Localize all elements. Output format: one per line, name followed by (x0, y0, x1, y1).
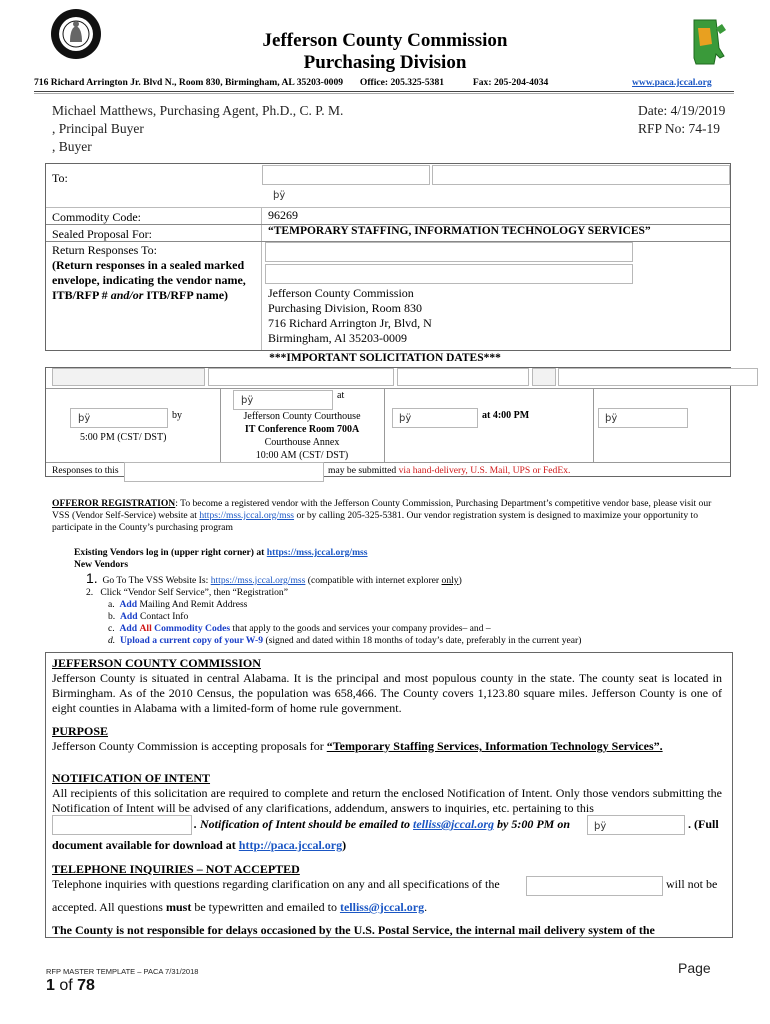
telephone-section: TELEPHONE INQUIRIES – NOT ACCEPTED Telephone inquiries with questions regarding clarification on any and all specifications of the (52, 862, 500, 891)
to-field-right[interactable] (432, 165, 730, 185)
header-address: 716 Richard Arrington Jr. Blvd N., Room 830, Birmingham, AL 35203-0009 (34, 77, 344, 88)
header-fax: Fax: 205-204-4034 (472, 77, 549, 88)
responses-type-field[interactable] (124, 462, 324, 482)
existing-vendors: Existing Vendors log in (upper right corner) at https://mss.jccal.org/mss (74, 547, 368, 558)
header-contact-line (34, 77, 734, 88)
telephone-email-link[interactable]: telliss@jccal.org (339, 900, 425, 914)
commodity-value: 96269 (268, 208, 298, 222)
telephone-solicitation-field[interactable] (526, 876, 663, 896)
header-office: Office: 205.325-5381 (359, 77, 445, 88)
return-field-2[interactable] (265, 264, 633, 284)
commodity-label: Commodity Code: (52, 210, 142, 224)
purpose-section: PURPOSE Jefferson County Commission is accepting proposals for “Temporary Staffing Services, Information Technology Services”. (52, 724, 663, 753)
principal-buyer: , Principal Buyer (52, 121, 144, 136)
alabama-map-logo (686, 18, 736, 66)
meeting-venue: Jefferson County Courthouse IT Conference Room 700A Courthouse Annex 10:00 AM (CST/ DST) (243, 411, 361, 461)
buyer: , Buyer (52, 139, 92, 154)
contacts-block (52, 102, 343, 156)
dates-header-4[interactable] (532, 368, 556, 386)
jcc-section: JEFFERSON COUNTY COMMISSION Jefferson County is situated in central Alabama. It is the principal and most populous county in the state. The county seat is located in Birmingham. As of the 2010 Census, the population was 658,466. The County covers 1,123.80 square miles. Jefferson County is one of eight counties in Alabama with a limited-form of home rule government. (52, 656, 722, 715)
to-field-left[interactable] (262, 165, 430, 185)
to-glyph: þÿ (273, 190, 286, 201)
dates-header-3[interactable] (397, 368, 529, 386)
existing-vendors-link[interactable]: https://mss.jccal.org/mss (266, 547, 368, 558)
purchasing-agent: Michael Matthews, Purchasing Agent, Ph.D., C. P. M. (52, 103, 344, 118)
to-label: To: (52, 171, 68, 185)
date-value: 4/19/2019 (670, 103, 726, 118)
sealed-label: Sealed Proposal For: (52, 227, 152, 241)
return-address: Jefferson County Commission Purchasing Division, Room 830 716 Richard Arrington Jr, Blvd, N Birmingham, Al 35203-0009 (268, 286, 432, 345)
registration-paragraph: OFFEROR REGISTRATION: To become a registered vendor with the Jefferson County Commission, Purchasing Department’s competitive vendor base, please visit our VSS (Vendor Self-Service) website at https://mss.jccal.org/mss or by calling 205-325-5381. Our vendor registration system is designed to maximize your opportunity to participate in the County’s purchasing program (52, 498, 712, 533)
dates-header-2[interactable] (208, 368, 394, 386)
page-title: Jefferson County Commission Purchasing Division (262, 30, 508, 73)
page-number: 1 of 78 (46, 977, 95, 994)
notification-section: NOTIFICATION OF INTENT All recipients of this solicitation are required to complete and return the enclosed Notification of Intent. Only those vendors submitting the Notification of Intent will be advised of any clarifications, addendum, answers to inquiries, etc. pertaining to this (52, 771, 722, 815)
header-website-link[interactable]: www.paca.jccal.org (632, 77, 712, 88)
return-field-1[interactable] (265, 242, 633, 262)
dates-heading: ***IMPORTANT SOLICITATION DATES*** (269, 352, 501, 364)
vss-link[interactable]: https://mss.jccal.org/mss (199, 510, 295, 521)
rfp-number: 74-19 (688, 121, 721, 136)
notification-email-link[interactable]: telliss@jccal.org (413, 817, 494, 831)
return-note: (Return responses in a sealed marked envelope, indicating the vendor name, ITB/RFP # and/or ITB/RFP name) (52, 258, 246, 302)
sealed-value: “TEMPORARY STAFFING, INFORMATION TECHNOLOGY SERVICES” (268, 225, 651, 237)
notification-solicitation-field[interactable] (52, 815, 192, 835)
dates-header-5[interactable] (558, 368, 758, 386)
footer-template: RFP MASTER TEMPLATE – PACA 7/31/2018 (46, 967, 199, 976)
registration-steps: 1. Go To The VSS Website Is: https://mss.jccal.org/mss (compatible with internet explorer only) 2. Click “Vendor Self Service”, then “Registration” a. Add Mailing And Remit Address b. Add Contact Info c. Add All Commodity Codes that apply to the goods and services your company provides– and – d. Upload a current copy of your W-9 (signed and dated within 18 months of today’s date, preferably in the current year) (86, 570, 582, 646)
date-block: Date: 4/19/2019 RFP No: 74-19 (638, 103, 726, 136)
dates-header-1[interactable] (52, 368, 205, 386)
return-label: Return Responses To: (52, 243, 157, 257)
footer-page-word: Page (678, 960, 711, 976)
paca-link[interactable]: http://paca.jccal.org (238, 838, 343, 852)
